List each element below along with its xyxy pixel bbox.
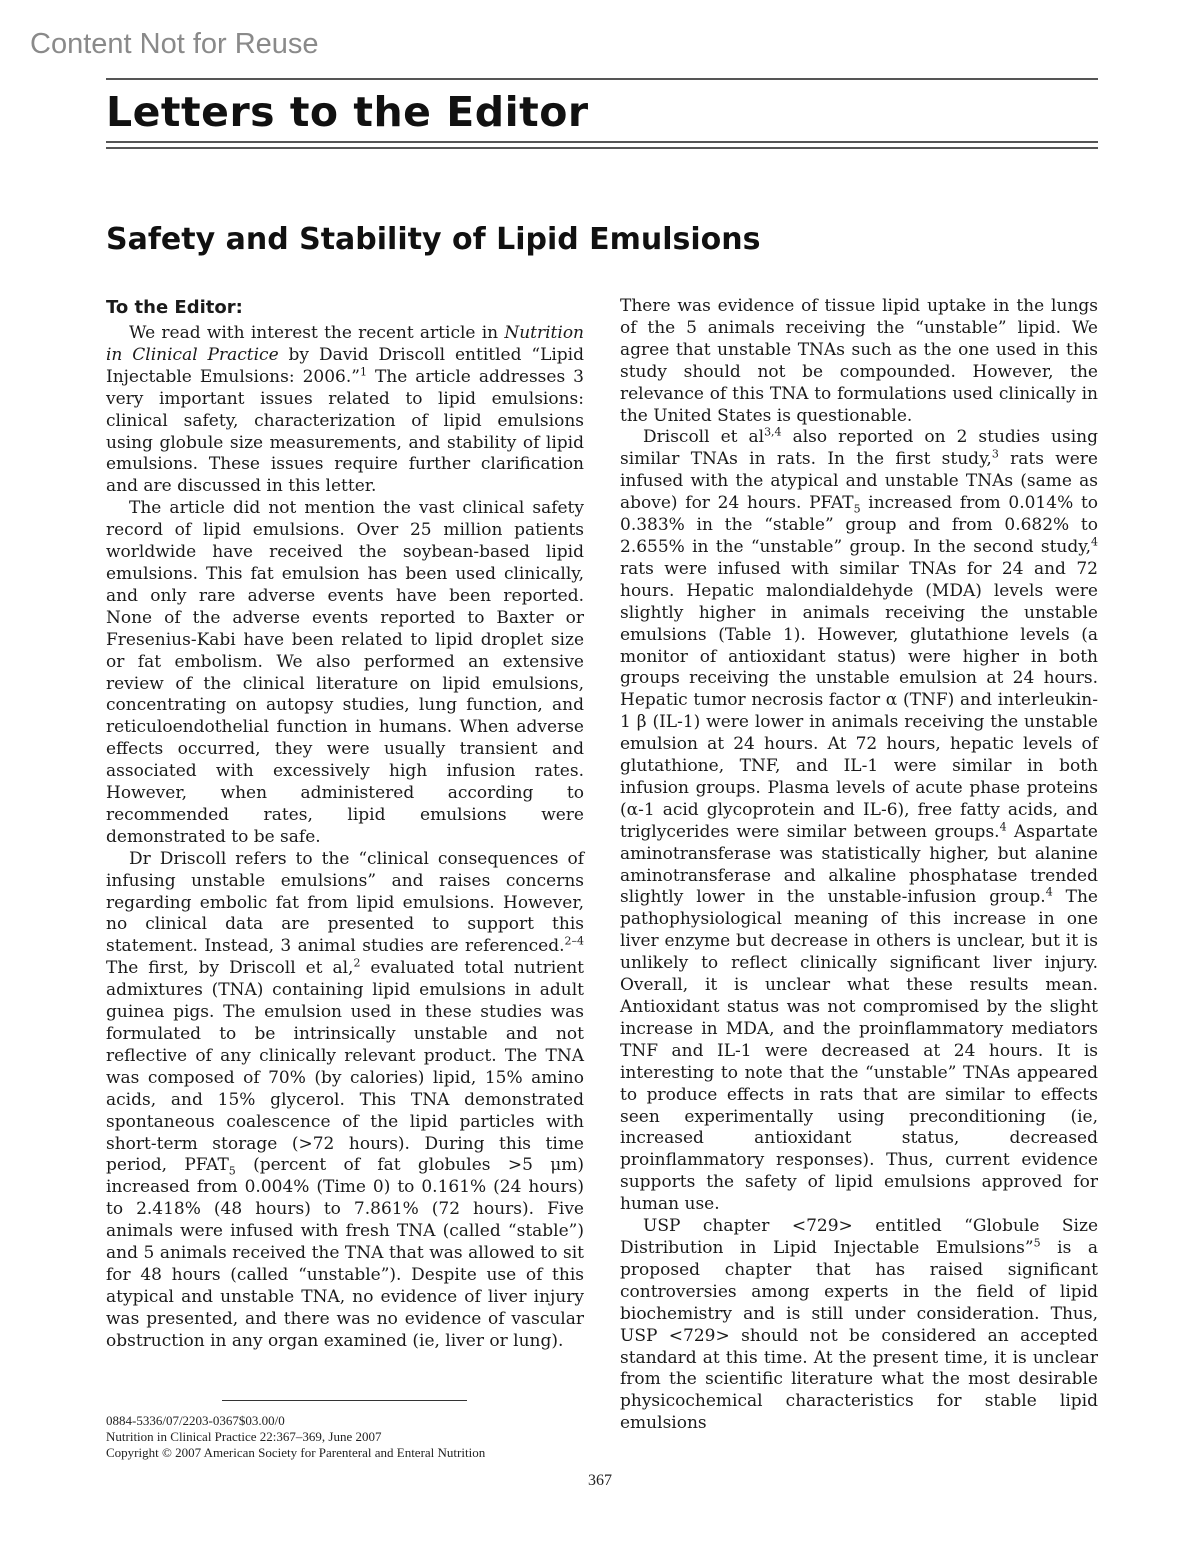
article-title: Safety and Stability of Lipid Emulsions: [106, 222, 761, 257]
top-rule: [106, 78, 1098, 80]
footnote-copyright: Copyright © 2007 American Society for Parenteral and Enteral Nutrition: [106, 1445, 486, 1460]
footnote: [106, 1413, 485, 1461]
header-rule: [106, 141, 1098, 143]
paragraph-4: Driscoll et al$^{3,4}$ also reported on 2 studies using similar TNAs in rats. In the first study,$^3$ rats were infused with the atypical and unstable TNAs (same as above) for 24 hours. $PFAT_5$ increased from 0.014% to 0.383% in the “stable” group and from 0.682% to 2.655% in the “unstable” group. In the second study,$^4$ rats were infused with similar TNAs for 24 and 72 hours. Hepatic malondialdehyde (MDA) levels were slightly higher in animals receiving the unstable emulsions (Table 1). However, glutathione levels (a monitor of antioxidant status) were higher in both groups receiving the unstable emulsion at 24 hours. Hepatic tumor necrosis factor α (TNF) and interleukin-1 β (IL-1) were lower in animals receiving the unstable emulsion at 24 hours. At 72 hours, hepatic levels of glutathione, TNF, and IL-1 were similar in both infusion groups. Plasma levels of acute phase proteins (α-1 acid glycoprotein and IL-6), free fatty acids, and triglycerides were similar between groups.$^4$ Aspartate aminotransferase was statistically higher, but alanine aminotransferase and alkaline phosphatase trended slightly lower in the unstable-infusion group.$^4$ The pathophysiological meaning of this increase in one liver enzyme but decrease in others is unclear, but it is unlikely to reflect clinically significant liver injury. Overall, it is unclear what these results mean. Antioxidant status was not compromised by the slight increase in MDA, and the proinflammatory mediators TNF and IL-1 were decreased at 24 hours. It is interesting to note that the “unstable” TNAs appeared to produce effects in rats that are similar to effects seen experimentally using preconditioning (ie, increased antioxidant status, decreased proinflammatory responses). Thus, current evidence supports the safety of lipid emulsions approved for human use.: [620, 425, 1099, 1215]
footnote-citation: Nutrition in Clinical Practice 22:367–369, June 2007: [106, 1429, 382, 1444]
page-number: 367: [588, 1472, 612, 1489]
footnote-rule: [222, 1400, 467, 1401]
paragraph-5: USP chapter <729> entitled “Globule Size Distribution in Lipid Injectable Emulsions”$^5$ is a proposed chapter that has raised significant controversies among experts in the field of lipid biochemistry and is still under consideration. Thus, USP <729> should not be considered an accepted standard at this time. At the present time, it is unclear from the scientific literature what the most desirable physicochemical characteristics for stable lipid emulsions: [620, 1216, 1098, 1434]
right-column: [620, 296, 1098, 1435]
salutation: To the Editor:: [106, 297, 243, 318]
header-rule-double: [106, 147, 1098, 149]
section-title: Letters to the Editor: [106, 88, 589, 136]
paragraph-3: Dr Driscoll refers to the “clinical consequences of infusing unstable emulsions” and raises concerns regarding embolic fat from lipid emulsions. However, no clinical data are presented to support this statement. Instead, 3 animal studies are referenced.$^{2-4}$ The first, by Driscoll et al,$^2$ evaluated total nutrient admixtures (TNA) containing lipid emulsions in adult guinea pigs. The emulsion used in these studies was formulated to be intrinsically unstable and not reflective of any clinically relevant product. The TNA was composed of 70% (by calories) lipid, 15% amino acids, and 15% glycerol. This TNA demonstrated spontaneous coalescence of the lipid particles with short-term storage (>72 hours). During this time period, $PFAT_5$ (percent of fat globules >5 μm) increased from 0.004% (Time 0) to 0.161% (24 hours) to 2.418% (48 hours) to 7.861% (72 hours). Five animals were infused with fresh TNA (called “stable”) and 5 animals received the TNA that was allowed to sit for 48 hours (called “unstable”). Despite use of this atypical and unstable TNA, no evidence of liver injury was presented, and there was no evidence of vascular obstruction in any organ examined (ie, liver or lung).: [106, 848, 585, 1351]
subscript: 5: [228, 1164, 236, 1178]
subscript: 5: [853, 502, 861, 516]
watermark: Content Not for Reuse: [30, 28, 319, 60]
footnote-code: 0884-5336/07/2203-0367$03.00/0: [106, 1413, 285, 1428]
paragraph-2: The article did not mention the vast clinical safety record of lipid emulsions. Over 25 million patients worldwide have received the soybean-based lipid emulsions. This fat emulsion has been used clinically, and only rare adverse events have been reported. None of the adverse events reported to Baxter or Fresenius-Kabi have been related to lipid droplet size or fat embolism. We also performed an extensive review of the clinical literature on lipid emulsions, concentrating on autopsy studies, lung function, and reticuloendothelial function in humans. When adverse effects occurred, they were usually transient and associated with excessively high infusion rates. However, when administered according to recommended rates, lipid emulsions were demonstrated to be safe.: [106, 498, 584, 847]
citation: 4: [1091, 535, 1098, 549]
citation: 1: [359, 365, 367, 379]
paragraph-1: We read with interest the recent article in Nutrition in Clinical Practice by David Driscoll entitled “Lipid Injectable Emulsions: 2006.”$^1$ The article addresses 3 very important issues related to lipid emulsions: clinical safety, characterization of lipid emulsions using globule size measurements, and stability of lipid emulsions. These issues require further clarification and are discussed in this letter.: [106, 323, 585, 497]
citation: 4: [999, 820, 1007, 834]
citation: 3,4: [764, 425, 782, 439]
citation: 2–4: [564, 934, 584, 948]
left-column: [106, 296, 584, 1353]
journal-name: Nutrition in Clinical Practice: [106, 323, 584, 365]
citation: 5: [1033, 1236, 1041, 1250]
citation: 4: [1045, 885, 1053, 899]
citation: 2: [353, 956, 361, 970]
citation: 3: [991, 447, 999, 461]
paragraph-3-continued: There was evidence of tissue lipid uptake in the lungs of the 5 animals receiving the “unstable” lipid. We agree that unstable TNAs such as the one used in this study should not be compounded. However, the relevance of this TNA to formulations used clinically in the United States is questionable.: [620, 296, 1098, 426]
